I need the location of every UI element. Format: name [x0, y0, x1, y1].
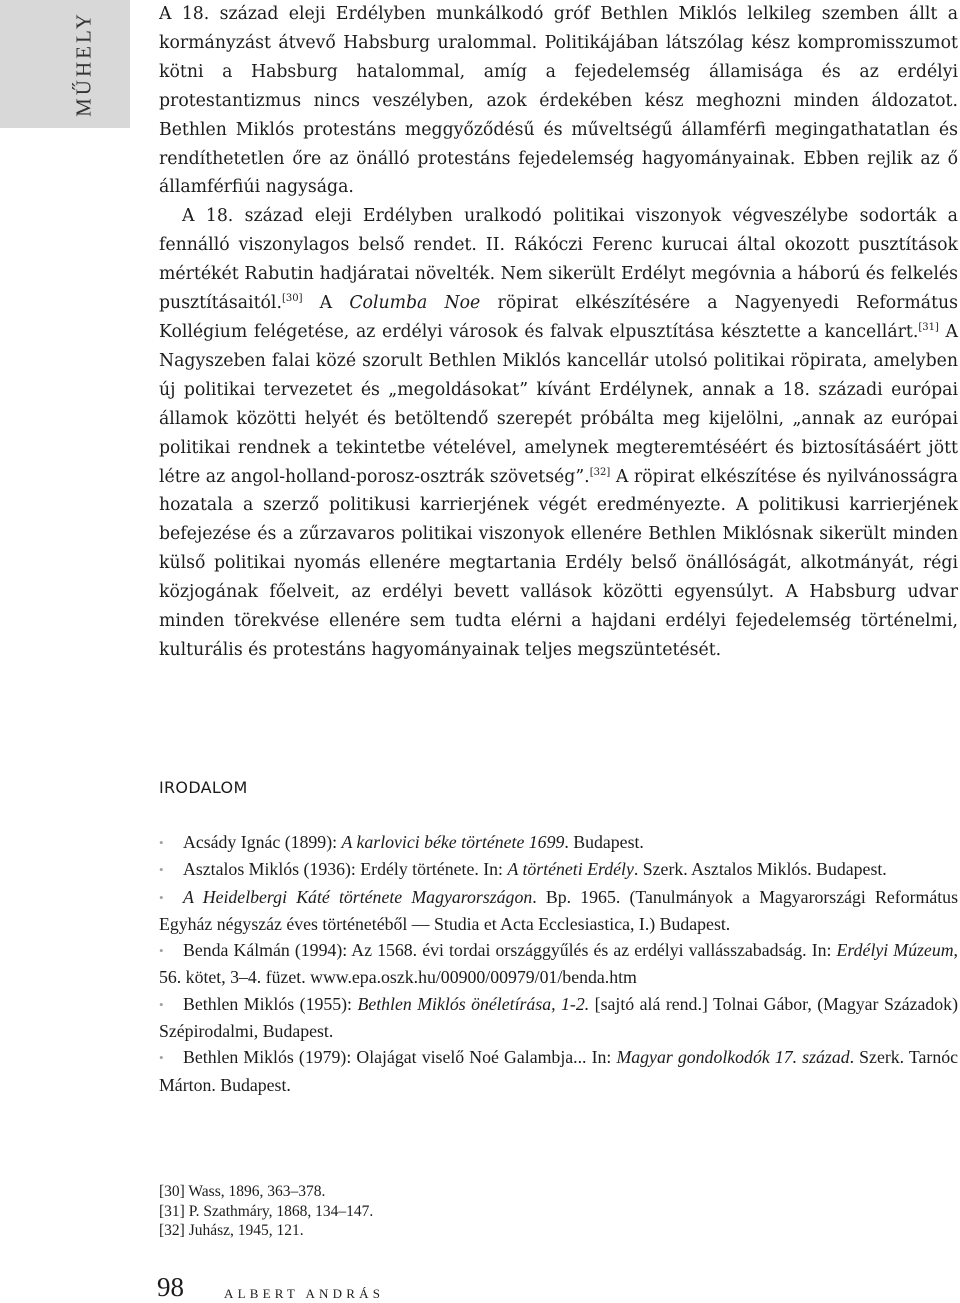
reference-text: . Szerk. Tarnóc Márton. Budapest. [159, 1047, 958, 1095]
reference-text: . Budapest. [564, 832, 644, 852]
section-tab-label: MŰHELY [71, 11, 96, 117]
reference-item [159, 991, 958, 1045]
footnote-ref-30[interactable]: [30] [281, 293, 303, 305]
body-text-run: A Nagyszeben falai közé szorult Bethlen Miklós kancellár utolsó politikai röpirata, amelyben új politikai tervezetet és „megoldásokat” kívánt Erdélynek, annak a 18. századi európai államok közötti helyét és betöltendő szerepét próbálta meg kijelölni, „annak az európai politikai rendnek a tekintetbe vételével, amelynek megteremtéséért és biztosításáért jött létre az angol-holland-porosz-osztrák szövetség”. [159, 321, 958, 487]
reference-text: Benda Kálmán (1994): Az 1568. évi tordai országgyűlés és az erdélyi vallásszabadság. In: [183, 940, 837, 961]
body-text-run: röpirat elkészítésére a Nagyenyedi Református Kollégium felégetése, az erdélyi városok és falvak elpusztítása késztette a kancellárt. [159, 293, 959, 342]
reference-text: . Szerk. Asztalos Miklós. Budapest. [633, 859, 887, 880]
body-text-italic: Columba Noe [349, 293, 481, 314]
reference-title: A Heidelbergi Káté története Magyarországon [183, 886, 533, 907]
footnote-ref-31[interactable]: [31] [918, 321, 939, 333]
bullet-icon: • [159, 862, 164, 878]
footnote-item: [31] P. Szathmáry, 1868, 134–147. [159, 1202, 374, 1220]
body-text-run: A 18. század eleji Erdélyben munkálkodó gróf Bethlen Miklós lelkileg szemben állt a kormányzást átvevő Habsburg uralommal. Politikájában látszólag kész kompromisszumot kötni a Habsburg hatalommal, amíg a fejedelemség államisága és az erdélyi protestantizmus nincs veszélyben, azok érdekében kész meghozni minden áldozatot. Bethlen Miklós protestáns meggyőződésű és műveltségű államférfi megingathatatlan és rendíthetetlen őre az önálló protestáns fejedelemség hagyományainak. Ebben rejlik az ő államférfiúi nagysága. [159, 4, 958, 198]
bullet-icon: • [159, 943, 164, 959]
reference-text: Bethlen Miklós (1955): [183, 993, 358, 1014]
reference-list [159, 829, 958, 1098]
reference-text: Acsády Ignác (1899): [183, 832, 342, 852]
footnote-ref-32[interactable]: [32] [589, 466, 611, 478]
reference-item [159, 884, 958, 938]
reference-text: , 56. kötet, 3–4. füzet. www.epa.oszk.hu/00900/00979/01/benda.htm [159, 940, 958, 988]
page-number: 98 [157, 1272, 184, 1302]
reference-title: Erdélyi Múzeum [836, 940, 954, 961]
reference-item [159, 829, 958, 856]
body-text-run: A 18. század eleji Erdélyben uralkodó politikai viszonyok végveszélybe sodorták a fennálló viszonylagos belső rendet. II. Rákóczi Ferenc kurucai által okozott pusztítások mértékét Rabutin hadjáratai növelték. Nem sikerült Erdélyt megóvnia a háború és felkelés pusztításaitól. [159, 206, 958, 314]
footnote-item: [32] Juhász, 1945, 121. [159, 1222, 304, 1239]
article-body [159, 0, 958, 665]
body-text-run: A röpirat elkészítése és nyilvánosságra hozatala a szerző politikusi karrierjének végét eredményezte. A politikusi karrierjének befejezése és a zűrzavaros politikai viszonyok ellenére Bethlen Miklósnak sikerült minden külső politikai nyomás ellenére megtartania Erdély belső önállóságát, alkotmányát, régi közjogának főelveit, az erdélyi bevett vallások közötti egyensúlyt. A Habsburg udvar minden törekvése ellenére sem tudta elérni a hajdani erdélyi fejedelemség történelmi, kulturális és protestáns hagyományainak teljes megszüntetését. [159, 466, 958, 660]
bullet-icon: • [159, 889, 164, 905]
section-title: IRODALOM [159, 778, 248, 797]
reference-item [159, 937, 958, 991]
footnote-item: [30] Wass, 1896, 363–378. [159, 1183, 326, 1200]
reference-text: . Bp. 1965. (Tanulmányok a Magyarországi Református Egyház négyszáz éves történetéből — Studia et Acta Ecclesiastica, I.) Budapest. [159, 886, 958, 934]
bullet-icon: • [159, 1050, 164, 1066]
reference-title: Magyar gondolkodók 17. század [616, 1047, 850, 1068]
reference-title: Bethlen Miklós önéletírása, 1-2. [357, 993, 590, 1014]
bullet-icon: • [159, 835, 164, 850]
body-paragraph-2 [159, 202, 958, 665]
section-tab [0, 0, 130, 128]
reference-text: Asztalos Miklós (1936): Erdély története. In: [183, 859, 508, 880]
reference-text: [sajtó alá rend.] Tolnai Gábor, (Magyar Századok) Szépirodalmi, Budapest. [159, 993, 958, 1042]
reference-text: Bethlen Miklós (1979): Olajágat viselő Noé Galambja... In: [183, 1047, 617, 1068]
bullet-icon: • [159, 996, 164, 1012]
reference-item [159, 1044, 958, 1098]
reference-title: A karlovici béke története 1699 [341, 832, 565, 852]
reference-title: A történeti Erdély [507, 859, 634, 880]
running-author: ALBERT ANDRÁS [224, 1286, 385, 1301]
reference-item [159, 856, 958, 883]
body-text-run: A [302, 293, 350, 314]
footnote-list [159, 1182, 373, 1241]
body-paragraph-1 [159, 0, 958, 202]
